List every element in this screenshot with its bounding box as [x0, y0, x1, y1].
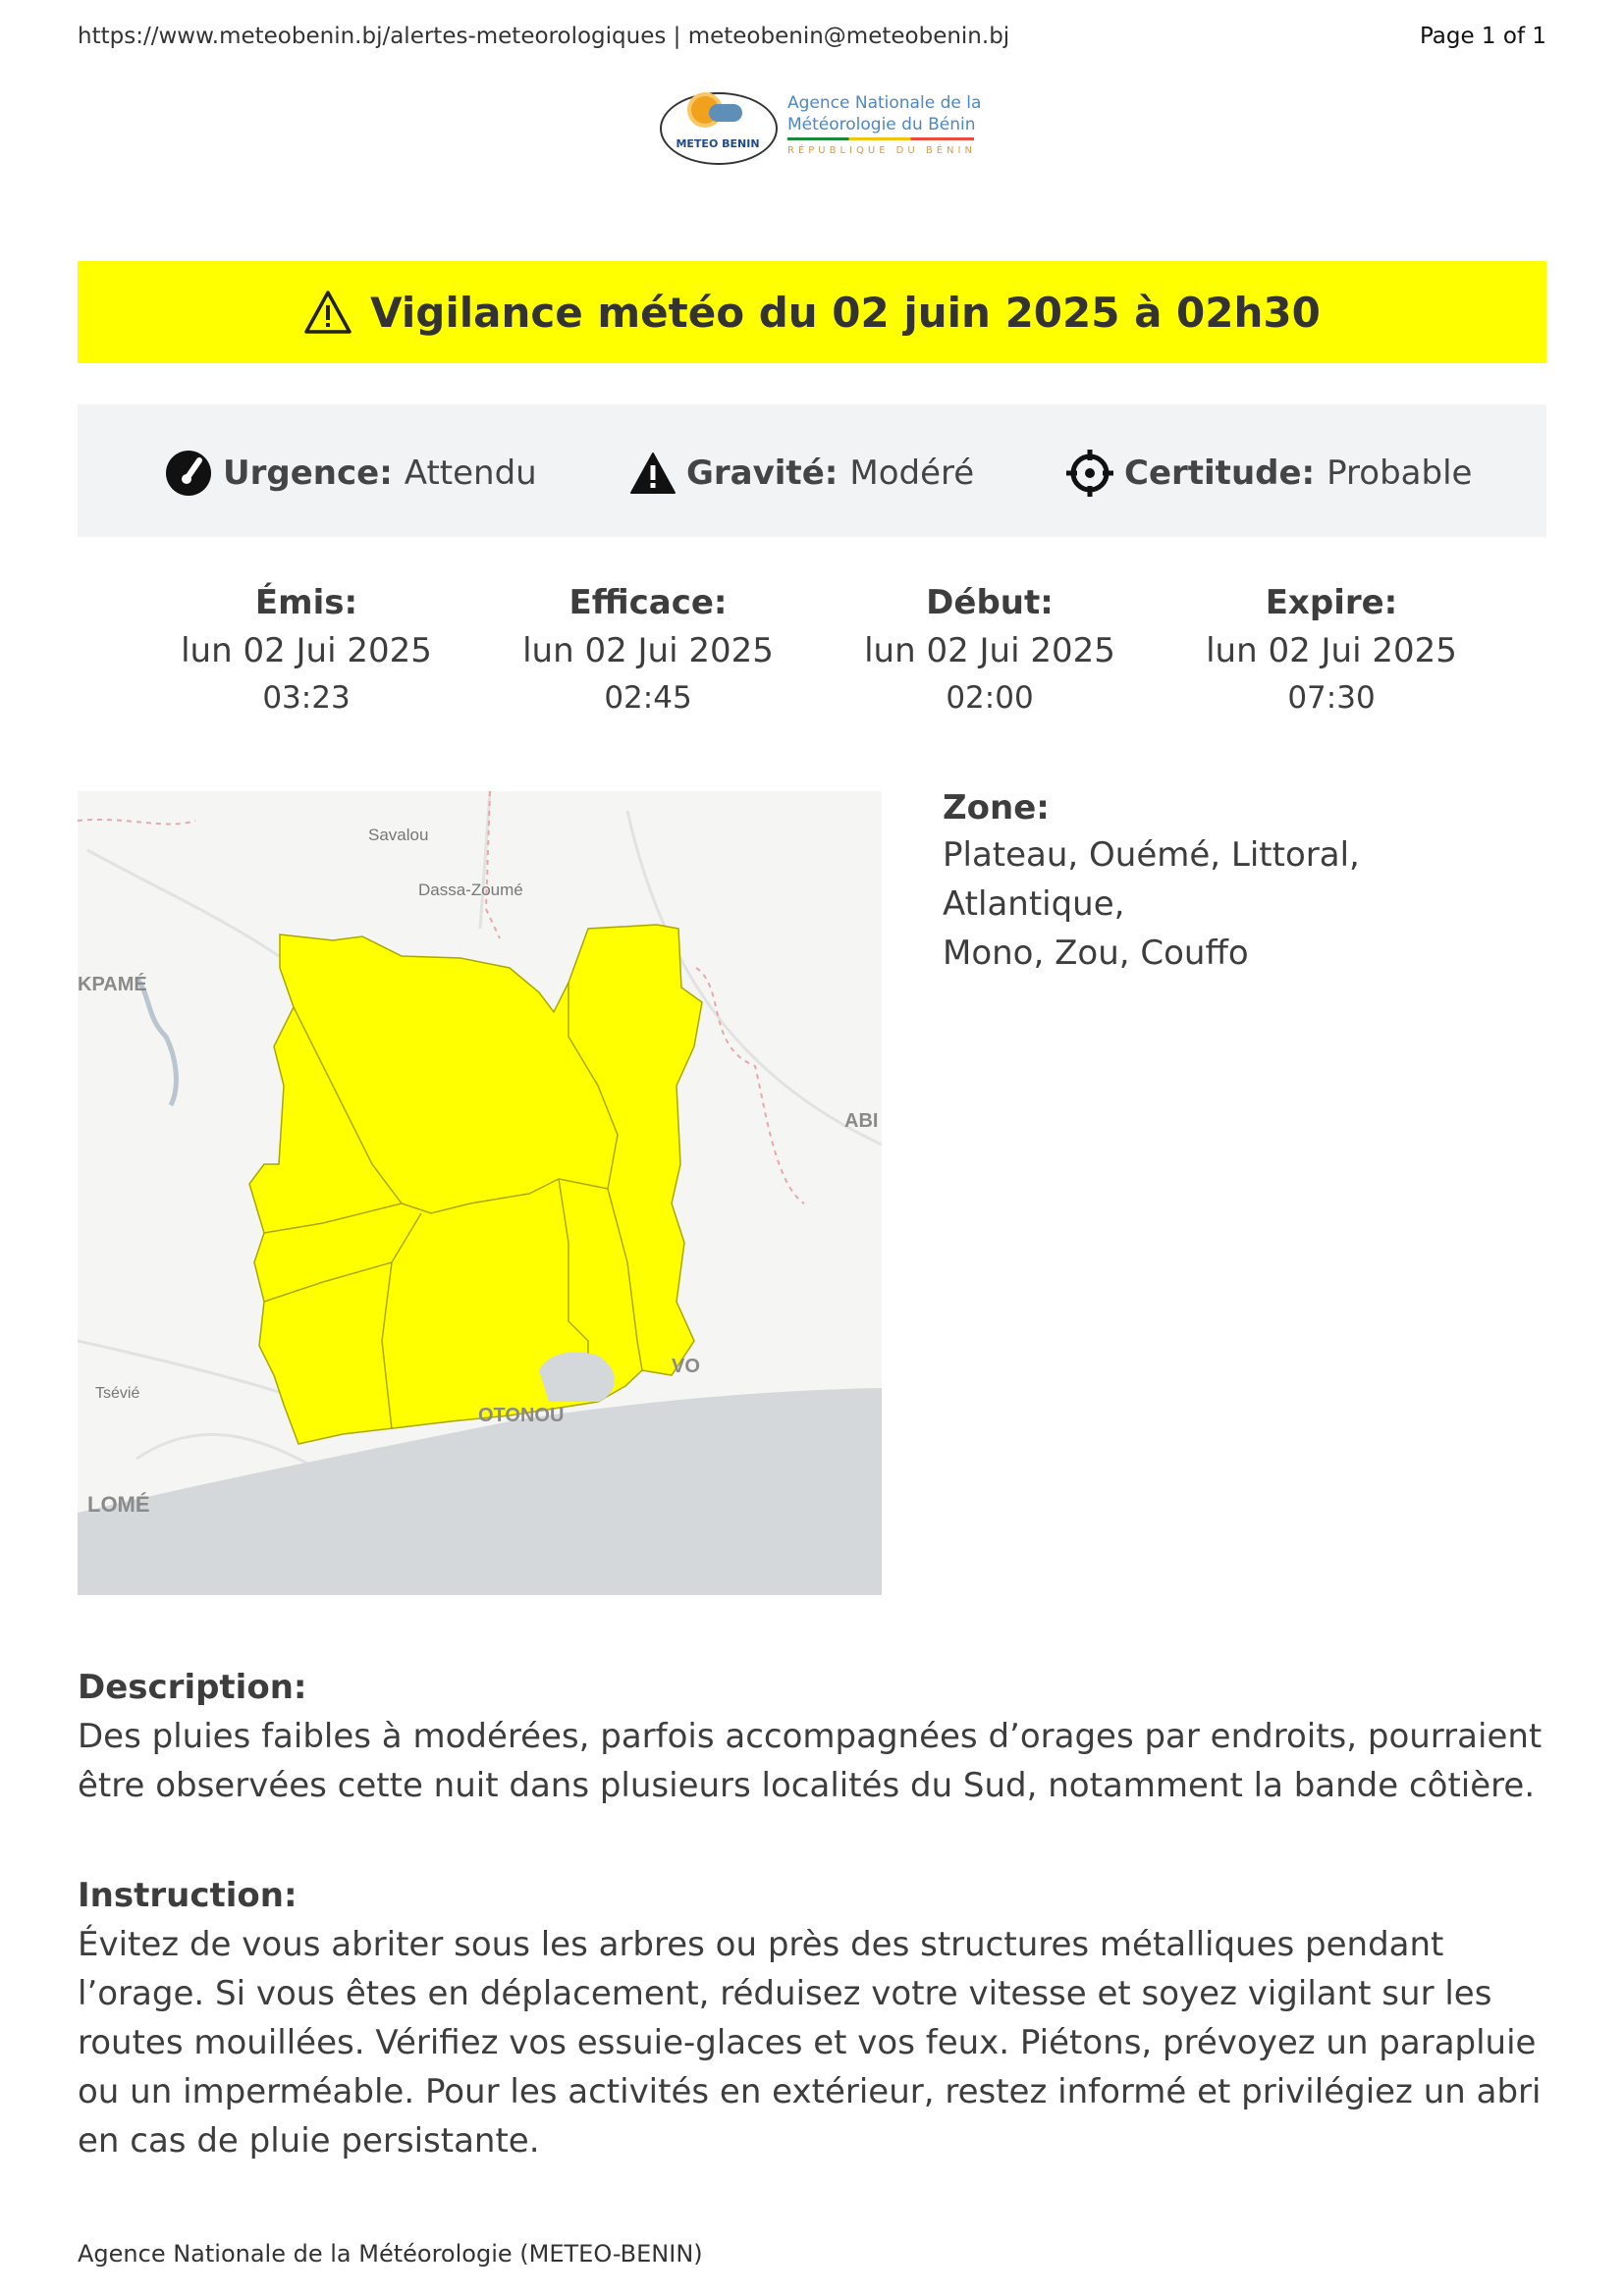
urgence-value: Attendu [404, 454, 537, 493]
zone-section [943, 785, 1551, 978]
logo-badge-text: METEO BENIN [676, 137, 760, 150]
vigilance-banner [78, 261, 1546, 363]
date-debut [842, 579, 1137, 721]
map-label-savalou: Savalou [368, 826, 429, 844]
gravite-value: Modéré [849, 454, 975, 493]
logo-agency-line1: Agence Nationale de la [787, 93, 982, 113]
instruction-section [78, 1871, 1550, 2165]
date-label: Émis: [254, 583, 358, 622]
map-canvas [78, 791, 882, 1595]
date-efficace [501, 579, 795, 721]
warning-filled-icon [629, 452, 677, 495]
vigilance-title: Vigilance météo du 02 juin 2025 à 02h30 [370, 288, 1321, 337]
map-label-kpame: KPAMÉ [78, 974, 147, 995]
cloud-icon [709, 104, 742, 122]
crosshair-icon [1065, 449, 1114, 498]
time-value: 03:23 [262, 680, 351, 716]
zone-line2: Mono, Zou, Couffo [943, 934, 1249, 973]
logo-agency-name [787, 92, 981, 135]
description-line: Des pluies faibles à modérées, parfois accompagnées d’orages par endroits, pourraient [78, 1717, 1543, 1756]
alert-zone [249, 925, 702, 1444]
date-label: Début: [926, 583, 1054, 622]
warning-triangle-icon [303, 290, 352, 335]
date-value: lun 02 Jui 2025 [1206, 631, 1457, 670]
page-number: Page 1 of 1 [1419, 24, 1546, 49]
header-url: https://www.meteobenin.bj/alertes-meteorologiques | meteobenin@meteobenin.bj [78, 24, 1010, 49]
zone-label: Zone: [943, 788, 1050, 828]
lagoon [539, 1352, 615, 1402]
instruction-line: routes mouillées. Vérifiez vos essuie-glaces et vos feux. Piétons, prévoyez un parapluie [78, 2023, 1537, 2062]
gauge-icon [164, 449, 213, 498]
map-label-dassa: Dassa-Zoumé [418, 881, 523, 899]
map-label-vo: VO [672, 1356, 700, 1377]
date-expire [1184, 579, 1479, 721]
instruction-line: ou un imperméable. Pour les activités en extérieur, restez informé et privilégiez un abri [78, 2072, 1542, 2111]
page-header [78, 24, 1546, 53]
time-value: 07:30 [1287, 680, 1376, 716]
urgence-label: Urgence: [223, 454, 393, 493]
logo-republic: RÉPUBLIQUE DU BÉNIN [787, 145, 976, 156]
gravite-label: Gravité: [686, 454, 839, 493]
urgence-item [164, 449, 537, 498]
alert-map[interactable] [78, 791, 882, 1595]
date-label: Expire: [1265, 583, 1398, 622]
certitude-item [1065, 449, 1472, 498]
instruction-line: l’orage. Si vous êtes en déplacement, réduisez votre vitesse et soyez vigilant sur les [78, 1974, 1492, 2013]
zone-line1: Plateau, Ouémé, Littoral, Atlantique, [943, 835, 1360, 924]
time-value: 02:45 [604, 680, 692, 716]
alert-attributes [78, 404, 1546, 537]
logo-agency-line2: Météorologie du Bénin [787, 115, 976, 134]
map-label-abi: ABI [844, 1110, 879, 1132]
meteo-benin-logo [658, 90, 982, 169]
logo-flag-stripe [787, 137, 974, 140]
date-label: Efficace: [568, 583, 728, 622]
date-emis [159, 579, 454, 721]
date-value: lun 02 Jui 2025 [864, 631, 1115, 670]
instruction-label: Instruction: [78, 1876, 298, 1915]
page-footer: Agence Nationale de la Météorologie (METEO-BENIN) [78, 2240, 703, 2268]
instruction-line: Évitez de vous abriter sous les arbres ou près des structures métalliques pendant [78, 1925, 1444, 1964]
gravite-item [629, 449, 974, 498]
certitude-value: Probable [1326, 454, 1473, 493]
date-value: lun 02 Jui 2025 [522, 631, 774, 670]
description-label: Description: [78, 1668, 307, 1707]
date-value: lun 02 Jui 2025 [181, 631, 432, 670]
description-line: être observées cette nuit dans plusieurs localités du Sud, notamment la bande côtière. [78, 1766, 1536, 1805]
map-label-tsevie: Tsévié [95, 1385, 140, 1402]
instruction-line: en cas de pluie persistante. [78, 2121, 540, 2161]
description-section [78, 1663, 1550, 1810]
map-label-lome: LOMÉ [87, 1492, 150, 1517]
map-label-nou: OTONOU [478, 1405, 565, 1426]
time-value: 02:00 [946, 680, 1034, 716]
certitude-label: Certitude: [1124, 454, 1316, 493]
